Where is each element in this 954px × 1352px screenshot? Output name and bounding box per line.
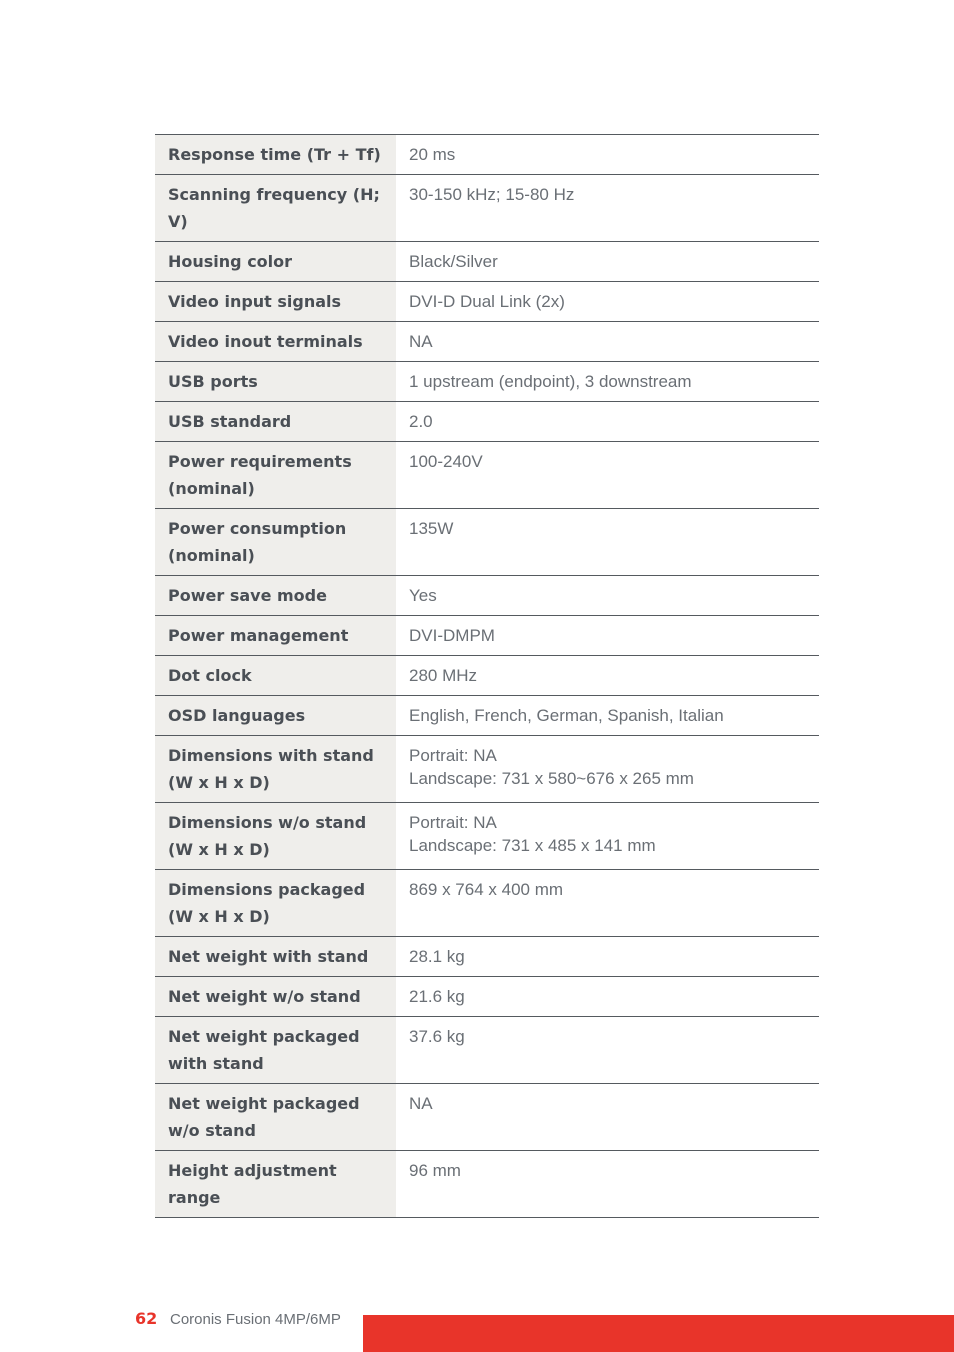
spec-label: Video input signals: [155, 282, 396, 322]
spec-value-line: 280 MHz: [409, 666, 478, 685]
spec-value-line: NA: [409, 332, 433, 351]
spec-row: [155, 977, 819, 1017]
spec-value-line: 869 x 764 x 400 mm: [409, 880, 564, 899]
spec-row: [155, 175, 819, 242]
spec-value: [396, 442, 819, 509]
spec-value-line: 2.0: [409, 412, 433, 431]
spec-value-line: 135W: [409, 519, 454, 538]
spec-row: [155, 442, 819, 509]
spec-value: [396, 135, 819, 175]
spec-value-line: Yes: [409, 586, 437, 605]
spec-row: [155, 696, 819, 736]
spec-row: [155, 656, 819, 696]
spec-row: [155, 362, 819, 402]
spec-label: OSD languages: [155, 696, 396, 736]
spec-value: [396, 736, 819, 803]
spec-row: [155, 402, 819, 442]
spec-value-line: NA: [409, 1094, 433, 1113]
spec-label: Net weight packaged w/o stand: [155, 1084, 396, 1151]
spec-value-line: Portrait: NA: [409, 746, 497, 765]
document-title: Coronis Fusion 4MP/6MP: [170, 1311, 341, 1328]
spec-row: [155, 135, 819, 175]
spec-label: Response time (Tr + Tf): [155, 135, 396, 175]
spec-label: Net weight with stand: [155, 937, 396, 977]
spec-value: [396, 696, 819, 736]
spec-label: Scanning frequency (H; V): [155, 175, 396, 242]
spec-value-line: 37.6 kg: [409, 1027, 465, 1046]
spec-value-line: Portrait: NA: [409, 813, 497, 832]
spec-row: [155, 870, 819, 937]
spec-row: [155, 736, 819, 803]
spec-value-line: Landscape: 731 x 580~676 x 265 mm: [409, 769, 694, 788]
spec-value: [396, 322, 819, 362]
spec-row: [155, 509, 819, 576]
spec-value: [396, 242, 819, 282]
spec-value-line: 100-240V: [409, 452, 483, 471]
spec-label: Power management: [155, 616, 396, 656]
spec-label: Dimensions packaged (W x H x D): [155, 870, 396, 937]
spec-value-line: Black/Silver: [409, 252, 498, 271]
spec-value: [396, 1017, 819, 1084]
spec-table-body: [155, 135, 819, 1218]
spec-label: Power consumption (nominal): [155, 509, 396, 576]
spec-row: [155, 322, 819, 362]
spec-value-line: 20 ms: [409, 145, 456, 164]
spec-label: Dimensions w/o stand (W x H x D): [155, 803, 396, 870]
spec-value: [396, 977, 819, 1017]
spec-value: [396, 1084, 819, 1151]
spec-value: [396, 509, 819, 576]
spec-label: Dimensions with stand (W x H x D): [155, 736, 396, 803]
spec-row: [155, 616, 819, 656]
spec-value-line: English, French, German, Spanish, Italian: [409, 706, 724, 725]
spec-label: Net weight w/o stand: [155, 977, 396, 1017]
page-number: 62: [135, 1309, 158, 1328]
spec-value: [396, 616, 819, 656]
spec-label: Net weight packaged with stand: [155, 1017, 396, 1084]
spec-label: Power requirements (nominal): [155, 442, 396, 509]
spec-label: Video inout terminals: [155, 322, 396, 362]
spec-value: [396, 402, 819, 442]
spec-value: [396, 937, 819, 977]
spec-value-line: 96 mm: [409, 1161, 461, 1180]
spec-value: [396, 362, 819, 402]
spec-row: [155, 1017, 819, 1084]
footer-accent-bar: [363, 1315, 954, 1352]
spec-value-line: DVI-DMPM: [409, 626, 495, 645]
spec-value-line: DVI-D Dual Link (2x): [409, 292, 565, 311]
spec-row: [155, 576, 819, 616]
spec-row: [155, 803, 819, 870]
spec-value-line: 28.1 kg: [409, 947, 465, 966]
spec-value: [396, 1151, 819, 1218]
spec-value-line: Landscape: 731 x 485 x 141 mm: [409, 836, 656, 855]
spec-value: [396, 282, 819, 322]
spec-row: [155, 242, 819, 282]
spec-row: [155, 282, 819, 322]
spec-label: USB standard: [155, 402, 396, 442]
spec-label: USB ports: [155, 362, 396, 402]
spec-row: [155, 1084, 819, 1151]
spec-value: [396, 803, 819, 870]
spec-label: Height adjustment range: [155, 1151, 396, 1218]
spec-label: Power save mode: [155, 576, 396, 616]
spec-value-line: 21.6 kg: [409, 987, 465, 1006]
spec-label: Housing color: [155, 242, 396, 282]
spec-value: [396, 175, 819, 242]
spec-value: [396, 870, 819, 937]
spec-value: [396, 656, 819, 696]
spec-label: Dot clock: [155, 656, 396, 696]
spec-value: [396, 576, 819, 616]
spec-row: [155, 1151, 819, 1218]
spec-row: [155, 937, 819, 977]
spec-value-line: 1 upstream (endpoint), 3 downstream: [409, 372, 692, 391]
spec-value-line: 30-150 kHz; 15-80 Hz: [409, 185, 575, 204]
spec-table: [155, 134, 819, 1218]
